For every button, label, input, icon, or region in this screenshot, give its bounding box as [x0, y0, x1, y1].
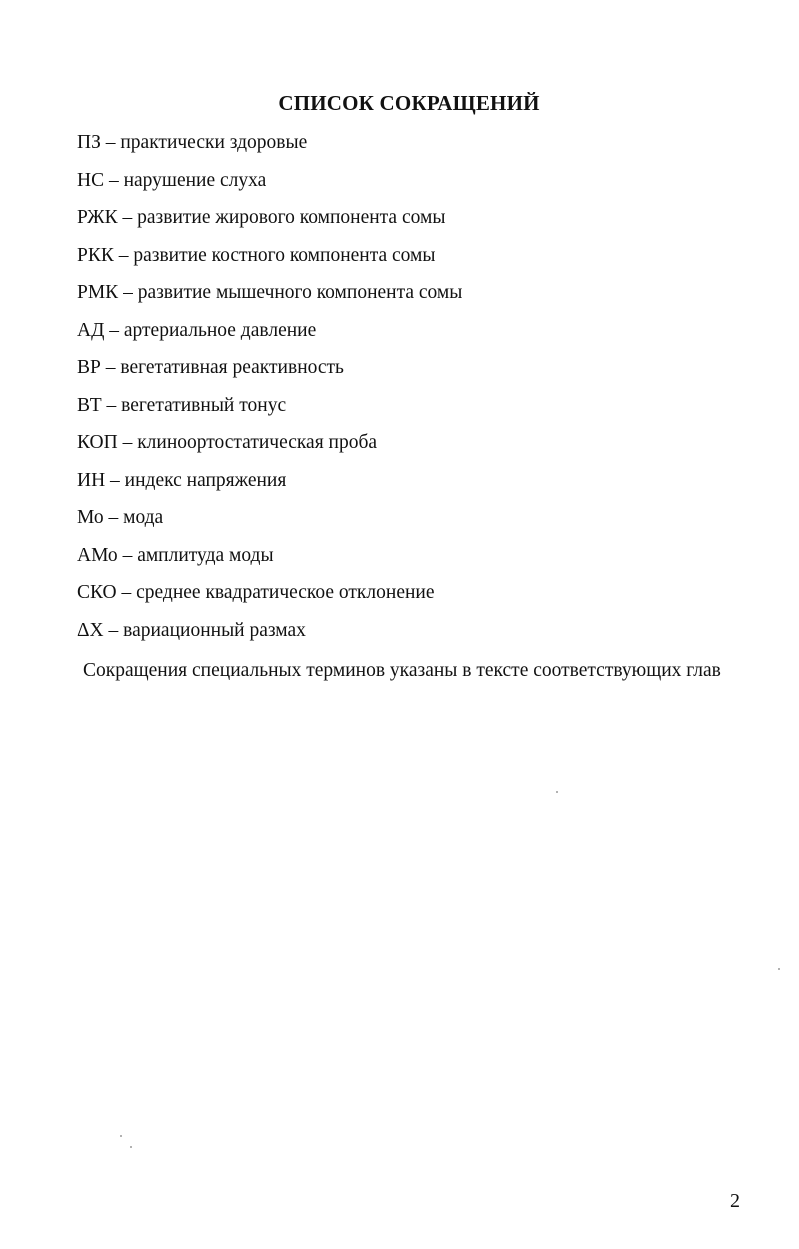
abbreviation-definition: вариационный размах	[123, 619, 306, 641]
abbreviation-definition: развитие костного компонента сомы	[133, 244, 436, 266]
abbreviation-item	[77, 392, 462, 430]
abbreviation-separator: –	[113, 244, 134, 266]
scan-speck	[778, 968, 780, 970]
abbreviation-item	[77, 204, 462, 242]
scan-speck	[556, 791, 558, 793]
abbreviation-item	[77, 279, 462, 317]
abbreviation-separator: –	[100, 357, 121, 378]
abbreviation-term: РМК	[77, 282, 119, 303]
abbreviation-list	[77, 129, 462, 654]
abbreviation-separator: –	[100, 132, 121, 153]
abbreviation-term: КОП	[77, 432, 118, 453]
abbreviation-item	[77, 429, 462, 467]
abbreviation-item	[77, 467, 462, 505]
abbreviation-item	[77, 167, 462, 205]
abbreviation-item	[77, 129, 462, 167]
abbreviation-separator: –	[105, 469, 125, 491]
abbreviation-term: ВР	[77, 357, 101, 378]
abbreviation-definition: нарушение слуха	[123, 169, 267, 191]
abbreviation-separator: –	[101, 394, 122, 416]
abbreviation-separator: –	[104, 319, 124, 341]
abbreviation-term: АМо	[77, 544, 118, 566]
abbreviation-definition: мода	[123, 507, 164, 528]
abbreviation-separator: –	[118, 282, 138, 303]
abbreviation-definition: вегетативная реактивность	[120, 357, 344, 378]
page-number: 2	[730, 1190, 740, 1212]
abbreviation-term: Мо	[77, 507, 104, 528]
abbreviation-definition: практически здоровые	[120, 132, 308, 153]
abbreviation-item	[77, 579, 462, 617]
abbreviation-term: СКО	[77, 582, 117, 603]
abbreviation-item	[77, 317, 462, 355]
abbreviation-term: АД	[77, 319, 105, 341]
abbreviation-definition: развитие мышечного компонента сомы	[137, 282, 463, 303]
abbreviation-item	[77, 242, 462, 280]
abbreviation-separator: –	[116, 582, 137, 603]
abbreviation-term: ΔХ	[77, 619, 104, 641]
abbreviation-item	[77, 354, 462, 392]
abbreviation-term: ВТ	[77, 394, 102, 416]
abbreviation-separator: –	[104, 169, 124, 191]
abbreviation-term: РКК	[77, 244, 114, 266]
abbreviation-item	[77, 617, 462, 655]
page-title: СПИСОК СОКРАЩЕНИЙ	[278, 91, 540, 115]
abbreviation-term: ИН	[77, 469, 106, 491]
abbreviation-separator: –	[117, 432, 138, 453]
abbreviation-term: НС	[77, 169, 105, 191]
abbreviation-definition: амплитуда моды	[137, 544, 274, 566]
abbreviation-definition: клиноортостатическая проба	[137, 432, 378, 453]
abbreviation-separator: –	[117, 544, 138, 566]
abbreviation-item	[77, 542, 462, 580]
abbreviation-separator: –	[117, 207, 138, 228]
abbreviation-definition: артериальное давление	[123, 319, 317, 341]
abbreviation-definition: вегетативный тонус	[121, 394, 287, 416]
scan-speck	[130, 1146, 132, 1148]
abbreviation-separator: –	[103, 507, 124, 528]
abbreviation-separator: –	[103, 619, 124, 641]
abbreviation-term: ПЗ	[77, 132, 101, 153]
abbreviation-term: РЖК	[77, 207, 118, 228]
abbreviation-definition: среднее квадратическое отклонение	[136, 582, 435, 603]
abbreviation-definition: индекс напряжения	[124, 469, 287, 491]
abbreviation-definition: развитие жирового компонента сомы	[137, 207, 446, 228]
abbreviations-note: Сокращения специальных терминов указаны в тексте соответствующих глав	[83, 660, 721, 681]
scan-speck	[120, 1135, 122, 1137]
abbreviation-item	[77, 504, 462, 542]
